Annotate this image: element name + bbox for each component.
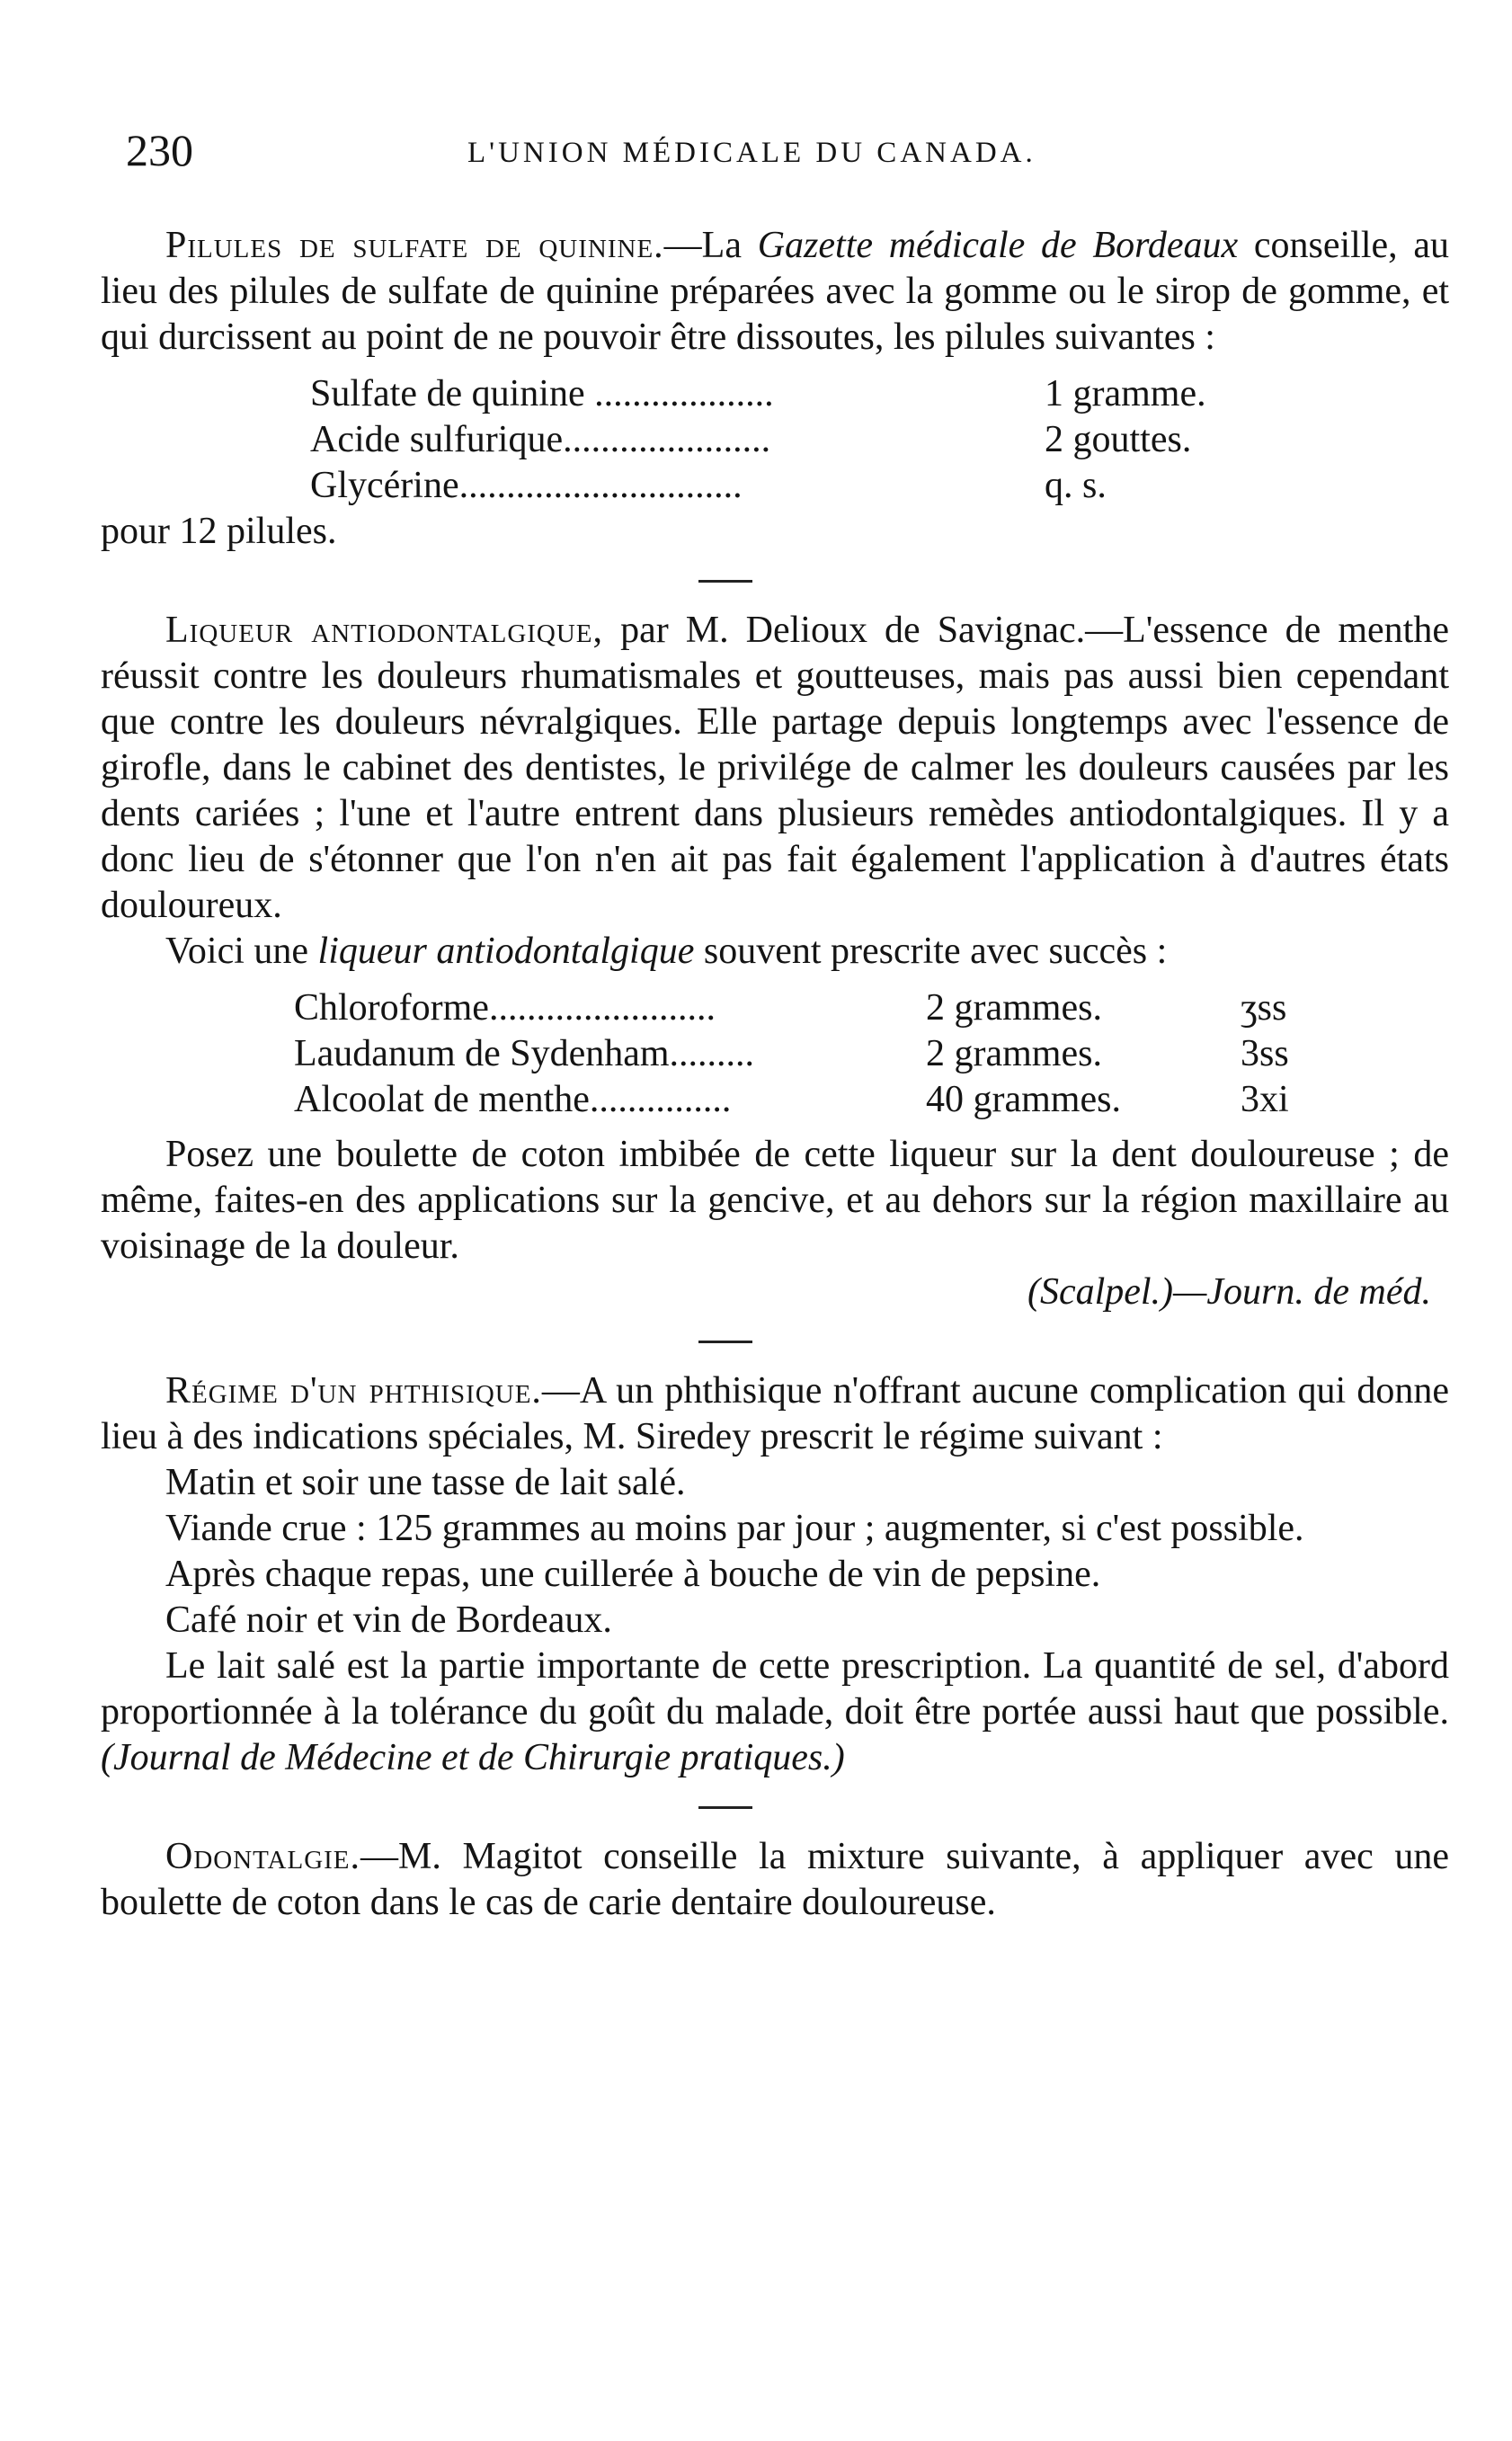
- source-citation: (Journal de Médecine et de Chirurgie pratiques.): [101, 1737, 845, 1778]
- section-divider: [698, 1341, 752, 1343]
- article-liqueur: [101, 608, 1449, 1315]
- recipe-quantity: 1 gramme.: [1045, 373, 1206, 414]
- article-liqueur-paragraph: [101, 608, 1449, 929]
- article-odontalgie-paragraph: [101, 1834, 1449, 1926]
- article-text: conseille, au lieu des pilules de sulfate de quinine préparées avec la gomme ou le sirop de gomme, et qui durcissent au point de ne pouvoir être dissoutes, les pilules suivantes :: [101, 225, 1450, 358]
- regime-conclusion: [101, 1644, 1449, 1781]
- recipe-ingredient: Sulfate de quinine ...................: [310, 373, 774, 414]
- recipe-ingredient: Glycérine..............................: [310, 465, 743, 506]
- recipe-apothecary-quantity: ʒss: [1241, 987, 1287, 1029]
- regime-item: Viande crue : 125 grammes au moins par jour ; augmenter, si c'est possible.: [165, 1508, 1304, 1549]
- recipe-quantity: q. s.: [1045, 465, 1107, 506]
- recipe-ingredient: Alcoolat de menthe...............: [294, 1079, 732, 1120]
- regime-item: Café noir et vin de Bordeaux.: [165, 1599, 612, 1641]
- usage-paragraph: Posez une boulette de coton imbibée de cette liqueur sur la dent douloureuse ; de même, faites-en des applications sur la gencive, et au dehors sur la région maxillaire au voisinage de la douleur.: [101, 1134, 1449, 1267]
- article-regime: [101, 1368, 1449, 1781]
- article-title: Régime d'un phthisique.: [165, 1370, 542, 1412]
- conclusion-text: Le lait salé est la partie importante de cette prescription. La quantité de sel, d'abord proportionnée à la tolérance du goût du malade, doit être portée aussi haut que possible.: [101, 1645, 1449, 1733]
- running-head: L'UNION MÉDICALE DU CANADA.: [467, 137, 1036, 169]
- recipe-ingredient: Acide sulfurique......................: [310, 419, 771, 460]
- recipe-row: [101, 985, 1449, 1031]
- section-divider: [698, 580, 752, 583]
- recipe-quantity: 2 gouttes.: [1045, 419, 1192, 460]
- recipe-apothecary-quantity: 3xi: [1241, 1079, 1289, 1120]
- intro-text: Voici une: [165, 931, 318, 972]
- intro-text: souvent prescrite avec succès :: [694, 931, 1168, 972]
- article-pilules: [101, 223, 1449, 555]
- recipe-ingredient: Laudanum de Sydenham.........: [294, 1033, 755, 1074]
- article-pilules-paragraph: [101, 223, 1449, 361]
- article-author: par M. Delioux de Savignac.: [603, 610, 1086, 651]
- article-text: —L'essence de menthe réussit contre les douleurs rhumatismales et goutteuses, mais pas aussi bien cependant que contre les douleurs névralgiques. Elle partage depuis longtemps avec l'essence de girofle, dans le cabinet des dentistes, le privilége de calmer les douleurs causées par les dents cariées ; l'une et l'autre entrent dans plusieurs remèdes antiodontalgiques. Il y a donc lieu de s'étonner que l'on n'en ait pas fait également l'application à d'autres états douloureux.: [101, 610, 1449, 926]
- recipe-row: [101, 463, 1449, 509]
- recipe-row: [101, 371, 1449, 417]
- recipe-row: [101, 1077, 1449, 1123]
- recipe-quantity: 2 grammes.: [926, 987, 1102, 1029]
- article-title: Liqueur antiodontalgique,: [165, 610, 604, 651]
- section-divider: [698, 1806, 752, 1809]
- article-title: Pilules de sulfate de quinine.: [165, 225, 664, 266]
- recipe-ingredient: Chloroforme........................: [294, 987, 716, 1029]
- recipe-row: [101, 1031, 1449, 1077]
- recipe-apothecary-quantity: 3ss: [1241, 1033, 1289, 1074]
- article-text: —La: [663, 225, 758, 266]
- recipe-quantity: 2 grammes.: [926, 1033, 1102, 1074]
- recipe-closing: pour 12 pilules.: [101, 511, 337, 552]
- article-text: —M. Magitot conseille la mixture suivante, à appliquer avec une boulette de coton dans le cas de carie dentaire douloureuse.: [101, 1836, 1449, 1923]
- article-text: —A un phthisique n'offrant aucune complication qui donne lieu à des indications spéciales, M. Siredey prescrit le régime suivant :: [101, 1370, 1449, 1457]
- page-body: [101, 223, 1449, 1926]
- regime-item: Matin et soir une tasse de lait salé.: [165, 1462, 686, 1503]
- article-title: Odontalgie.: [165, 1836, 361, 1877]
- recipe-intro: [101, 929, 1449, 975]
- regime-item: Après chaque repas, une cuillerée à bouche de vin de pepsine.: [165, 1554, 1101, 1595]
- intro-italic: liqueur antiodontalgique: [317, 931, 695, 972]
- journal-name: Gazette médicale de Bordeaux: [757, 225, 1239, 266]
- article-odontalgie: [101, 1834, 1449, 1926]
- recipe-row: [101, 417, 1449, 463]
- page-header: [0, 124, 1512, 187]
- recipe-liqueur: [101, 985, 1449, 1123]
- page-number: 230: [126, 125, 193, 175]
- recipe-pilules: [101, 371, 1449, 509]
- recipe-quantity: 40 grammes.: [926, 1079, 1121, 1120]
- article-regime-paragraph: [101, 1368, 1449, 1460]
- source-citation: (Scalpel.)—Journ. de méd.: [1027, 1271, 1431, 1313]
